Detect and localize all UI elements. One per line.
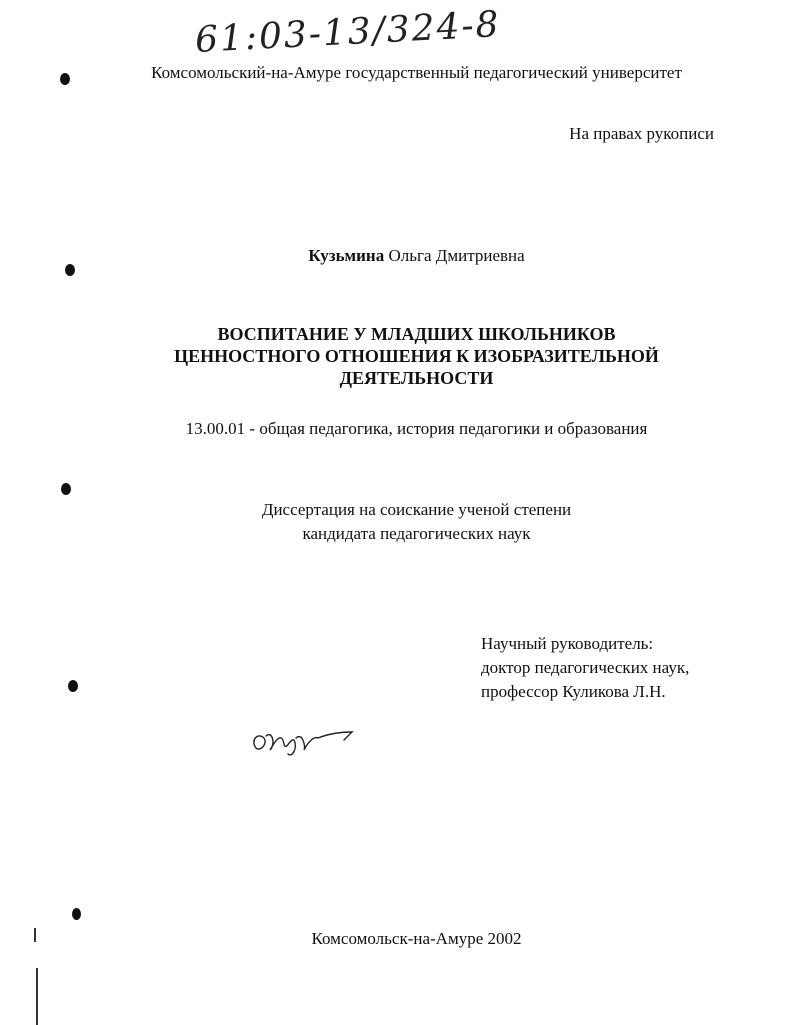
university-name: Комсомольский-на-Амуре государственный педагогический университет bbox=[151, 63, 682, 82]
binding-mark bbox=[72, 908, 81, 920]
supervisor-name: профессор Куликова Л.Н. bbox=[481, 682, 666, 701]
specialty: 13.00.01 - общая педагогика, история педагогики и образования bbox=[185, 419, 648, 438]
margin-line bbox=[36, 968, 38, 1025]
supervisor-block bbox=[481, 632, 689, 704]
author-given-names: Ольга Дмитриевна bbox=[388, 246, 525, 265]
author-signature bbox=[248, 718, 358, 763]
degree-line: кандидата педагогических наук bbox=[302, 524, 531, 543]
thesis-title-line: ВОСПИТАНИЕ У МЛАДШИХ ШКОЛЬНИКОВ bbox=[217, 324, 616, 344]
degree-line: Диссертация на соискание ученой степени bbox=[261, 500, 572, 519]
supervisor-label: Научный руководитель: bbox=[481, 634, 654, 653]
binding-mark bbox=[61, 483, 71, 495]
binding-mark bbox=[68, 680, 78, 692]
thesis-title bbox=[20, 323, 793, 389]
place-year: Комсомольск-на-Амуре 2002 bbox=[311, 929, 522, 948]
supervisor-degree: доктор педагогических наук, bbox=[481, 658, 690, 677]
catalog-number: 61:03-13/324-8 bbox=[194, 4, 502, 61]
rights-note: На правах рукописи bbox=[569, 124, 714, 143]
thesis-title-line: ДЕЯТЕЛЬНОСТИ bbox=[339, 368, 494, 388]
degree-statement bbox=[20, 498, 793, 546]
thesis-title-line: ЦЕННОСТНОГО ОТНОШЕНИЯ К ИЗОБРАЗИТЕЛЬНОЙ bbox=[174, 346, 659, 366]
author-surname: Кузьмина bbox=[308, 246, 385, 265]
author-name bbox=[20, 244, 793, 268]
